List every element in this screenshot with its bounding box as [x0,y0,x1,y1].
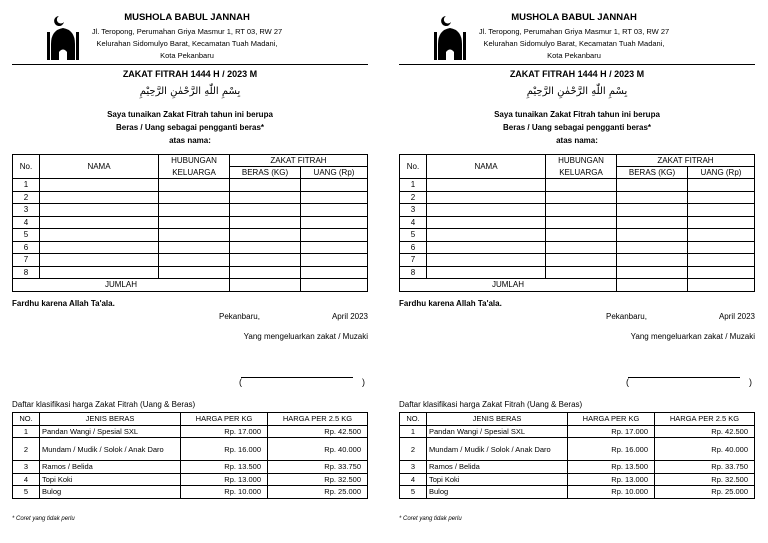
price-kg: Rp. 13.000 [181,473,268,486]
entry-beras[interactable] [617,254,688,267]
intro-line-2: Beras / Uang sebagai pengganti beras* [115,123,265,132]
entry-row [13,241,368,254]
address-line-3: Kota Pekanbaru [160,51,214,60]
price-col-kg: HARGA PER KG [181,413,268,426]
zakat-form-right [399,0,755,543]
entry-no: 3 [13,204,40,217]
price-row [13,461,368,474]
paren-close: ) [362,377,365,387]
zakat-form-left [12,0,368,543]
entry-uang[interactable] [301,254,368,267]
price-col-25kg: HARGA PER 2.5 KG [268,413,368,426]
entry-no: 3 [400,204,427,217]
price-25kg: Rp. 32.500 [268,473,368,486]
intro-line-3: atas nama: [169,136,211,145]
col-nama-header: NAMA [40,155,159,179]
entry-beras[interactable] [617,216,688,229]
entry-no: 1 [400,179,427,192]
entry-nama[interactable] [40,179,159,192]
entry-beras[interactable] [617,229,688,242]
entry-no: 8 [13,266,40,279]
price-row [400,473,755,486]
entry-hubungan[interactable] [546,254,617,267]
entry-beras[interactable] [230,204,301,217]
price-col-kg: HARGA PER KG [568,413,655,426]
entry-row [400,191,755,204]
entry-uang[interactable] [301,191,368,204]
basmala: بِسْمِ اللّٰهِ الرَّحْمٰنِ الرَّحِيْمِ [526,86,628,97]
intro-line-3: atas nama: [556,136,598,145]
entry-row [400,266,755,279]
entry-uang[interactable] [688,191,755,204]
entry-nama[interactable] [40,229,159,242]
entry-hubungan[interactable] [159,191,230,204]
price-jenis: Pandan Wangi / Spesial SXL [427,425,568,438]
footnote: * Coret yang tidak perlu [12,516,75,522]
price-kg: Rp. 13.500 [568,461,655,474]
entry-beras[interactable] [230,254,301,267]
col-no-header: No. [400,155,427,179]
price-jenis: Ramos / Belida [40,461,181,474]
signature-line[interactable] [626,377,752,388]
entry-row [400,229,755,242]
price-row [400,425,755,438]
price-25kg: Rp. 25.000 [655,486,755,499]
entry-no: 1 [13,179,40,192]
entry-uang[interactable] [688,266,755,279]
price-kg: Rp. 17.000 [568,425,655,438]
price-25kg: Rp. 33.750 [268,461,368,474]
col-nama-header: NAMA [427,155,546,179]
price-25kg: Rp. 33.750 [655,461,755,474]
entry-uang[interactable] [301,266,368,279]
entry-uang[interactable] [688,254,755,267]
entry-hubungan[interactable] [159,179,230,192]
entry-nama[interactable] [427,191,546,204]
entry-uang[interactable] [301,204,368,217]
entry-row [400,216,755,229]
price-kg: Rp. 16.000 [568,438,655,461]
entry-hubungan[interactable] [159,229,230,242]
price-25kg: Rp. 40.000 [268,438,368,461]
entry-beras[interactable] [230,216,301,229]
entry-nama[interactable] [427,216,546,229]
total-uang-cell[interactable] [301,279,368,292]
entry-beras[interactable] [617,266,688,279]
col-hubungan-header: HUBUNGAN [159,155,230,167]
entry-nama[interactable] [427,241,546,254]
price-25kg: Rp. 40.000 [655,438,755,461]
entry-nama[interactable] [40,191,159,204]
entry-uang[interactable] [301,179,368,192]
total-uang-cell[interactable] [688,279,755,292]
entry-row [13,266,368,279]
col-uang-header: UANG (Rp) [301,167,368,179]
letterhead [399,8,755,63]
price-25kg: Rp. 32.500 [655,473,755,486]
address-line-2: Kelurahan Sidomulyo Barat, Kecamatan Tuah Madani, [483,39,665,48]
price-row [13,425,368,438]
price-no: 4 [13,473,40,486]
entry-nama[interactable] [40,241,159,254]
intro-line-2: Beras / Uang sebagai pengganti beras* [502,123,652,132]
fardhu-text: Fardhu karena Allah Ta'ala. [399,299,502,308]
entry-no: 8 [400,266,427,279]
entry-nama[interactable] [40,254,159,267]
header-divider [399,64,755,65]
entry-beras[interactable] [617,241,688,254]
signature-line[interactable] [239,377,365,388]
col-zakat-header: ZAKAT FITRAH [617,155,755,167]
address-line-2: Kelurahan Sidomulyo Barat, Kecamatan Tuah Madani, [96,39,278,48]
entry-beras[interactable] [230,179,301,192]
price-no: 1 [13,425,40,438]
entry-beras[interactable] [617,191,688,204]
org-name: MUSHOLA BABUL JANNAH [124,12,250,23]
muzaki-label: Yang mengeluarkan zakat / Muzaki [630,332,755,341]
price-jenis: Mundam / Mudik / Solok / Anak Daro [427,438,568,461]
header-divider [12,64,368,65]
footnote: * Coret yang tidak perlu [399,516,462,522]
price-no: 5 [13,486,40,499]
entry-uang[interactable] [301,241,368,254]
price-no: 1 [400,425,427,438]
entry-no: 7 [13,254,40,267]
total-beras-cell[interactable] [617,279,688,292]
city-label: Pekanbaru, [219,312,260,321]
intro-line-1: Saya tunaikan Zakat Fitrah tahun ini berupa [494,110,660,119]
entry-no: 5 [13,229,40,242]
entry-row [400,254,755,267]
entry-uang[interactable] [688,216,755,229]
price-kg: Rp. 10.000 [181,486,268,499]
price-jenis: Pandan Wangi / Spesial SXL [40,425,181,438]
address-line-1: Jl. Teropong, Perumahan Griya Masmur 1, RT 03, RW 27 [478,27,670,36]
entry-uang[interactable] [688,229,755,242]
entry-nama[interactable] [427,266,546,279]
entry-beras[interactable] [617,204,688,217]
price-row [400,486,755,499]
entry-hubungan[interactable] [159,241,230,254]
paren-open: ( [239,377,242,387]
col-uang-header: UANG (Rp) [688,167,755,179]
entry-table [399,154,755,292]
price-col-jenis: JENIS BERAS [40,413,181,426]
price-table-caption: Daftar klasifikasi harga Zakat Fitrah (Uang & Beras) [12,400,196,409]
entry-uang[interactable] [688,204,755,217]
price-kg: Rp. 13.500 [181,461,268,474]
entry-beras[interactable] [230,229,301,242]
price-jenis: Bulog [427,486,568,499]
entry-nama[interactable] [40,266,159,279]
entry-hubungan[interactable] [546,216,617,229]
entry-beras[interactable] [230,266,301,279]
entry-row [400,204,755,217]
col-beras-header: BERAS (KG) [617,167,688,179]
entry-table [12,154,368,292]
price-25kg: Rp. 42.500 [655,425,755,438]
entry-no: 5 [400,229,427,242]
entry-beras[interactable] [617,179,688,192]
entry-nama[interactable] [427,179,546,192]
intro-line-1: Saya tunaikan Zakat Fitrah tahun ini berupa [107,110,273,119]
muzaki-label: Yang mengeluarkan zakat / Muzaki [243,332,368,341]
entry-no: 6 [400,241,427,254]
price-table-caption: Daftar klasifikasi harga Zakat Fitrah (Uang & Beras) [399,400,583,409]
entry-beras[interactable] [230,191,301,204]
org-name: MUSHOLA BABUL JANNAH [511,12,637,23]
price-kg: Rp. 13.000 [568,473,655,486]
entry-row [13,191,368,204]
entry-hubungan[interactable] [546,241,617,254]
price-row [400,461,755,474]
entry-hubungan[interactable] [159,204,230,217]
price-col-jenis: JENIS BERAS [427,413,568,426]
total-label: JUMLAH [13,279,230,292]
entry-row [400,241,755,254]
price-jenis: Topi Koki [427,473,568,486]
entry-no: 7 [400,254,427,267]
entry-no: 2 [400,191,427,204]
price-table [12,412,368,499]
paren-close: ) [749,377,752,387]
entry-nama[interactable] [40,216,159,229]
price-jenis: Mundam / Mudik / Solok / Anak Daro [40,438,181,461]
entry-no: 6 [13,241,40,254]
price-jenis: Ramos / Belida [427,461,568,474]
entry-row [13,216,368,229]
entry-uang[interactable] [688,241,755,254]
col-no-header: No. [13,155,40,179]
entry-nama[interactable] [427,204,546,217]
col-zakat-header: ZAKAT FITRAH [230,155,368,167]
entry-uang[interactable] [301,229,368,242]
price-table [399,412,755,499]
entry-row [13,204,368,217]
date-label: April 2023 [331,312,368,321]
entry-nama[interactable] [40,204,159,217]
city-label: Pekanbaru, [606,312,647,321]
entry-row [13,229,368,242]
entry-uang[interactable] [688,179,755,192]
address-line-1: Jl. Teropong, Perumahan Griya Masmur 1, RT 03, RW 27 [91,27,283,36]
price-row [400,438,755,461]
price-kg: Rp. 10.000 [568,486,655,499]
col-beras-header: BERAS (KG) [230,167,301,179]
entry-hubungan[interactable] [546,229,617,242]
price-no: 3 [400,461,427,474]
price-25kg: Rp. 42.500 [268,425,368,438]
entry-hubungan[interactable] [546,179,617,192]
price-no: 2 [400,438,427,461]
date-label: April 2023 [718,312,755,321]
form-title: ZAKAT FITRAH 1444 H / 2023 M [509,69,645,79]
price-kg: Rp. 17.000 [181,425,268,438]
entry-row [400,179,755,192]
fardhu-text: Fardhu karena Allah Ta'ala. [12,299,115,308]
entry-beras[interactable] [230,241,301,254]
letterhead [12,8,368,63]
price-no: 3 [13,461,40,474]
entry-uang[interactable] [301,216,368,229]
entry-no: 2 [13,191,40,204]
form-title: ZAKAT FITRAH 1444 H / 2023 M [122,69,258,79]
price-kg: Rp. 16.000 [181,438,268,461]
price-25kg: Rp. 25.000 [268,486,368,499]
price-no: 5 [400,486,427,499]
price-row [13,438,368,461]
price-row [13,473,368,486]
col-keluarga-header: KELUARGA [159,167,230,179]
price-jenis: Topi Koki [40,473,181,486]
total-beras-cell[interactable] [230,279,301,292]
price-col-25kg: HARGA PER 2.5 KG [655,413,755,426]
price-no: 4 [400,473,427,486]
price-jenis: Bulog [40,486,181,499]
price-no: 2 [13,438,40,461]
entry-nama[interactable] [427,229,546,242]
total-label: JUMLAH [400,279,617,292]
entry-no: 4 [400,216,427,229]
price-col-no: NO. [13,413,40,426]
paren-open: ( [626,377,629,387]
entry-hubungan[interactable] [159,266,230,279]
entry-hubungan[interactable] [546,266,617,279]
col-hubungan-header: HUBUNGAN [546,155,617,167]
entry-row [13,179,368,192]
price-col-no: NO. [400,413,427,426]
address-line-3: Kota Pekanbaru [547,51,601,60]
entry-nama[interactable] [427,254,546,267]
col-keluarga-header: KELUARGA [546,167,617,179]
entry-hubungan[interactable] [159,254,230,267]
price-row [13,486,368,499]
basmala: بِسْمِ اللّٰهِ الرَّحْمٰنِ الرَّحِيْمِ [139,86,241,97]
entry-hubungan[interactable] [546,204,617,217]
entry-no: 4 [13,216,40,229]
entry-row [13,254,368,267]
entry-hubungan[interactable] [159,216,230,229]
entry-hubungan[interactable] [546,191,617,204]
